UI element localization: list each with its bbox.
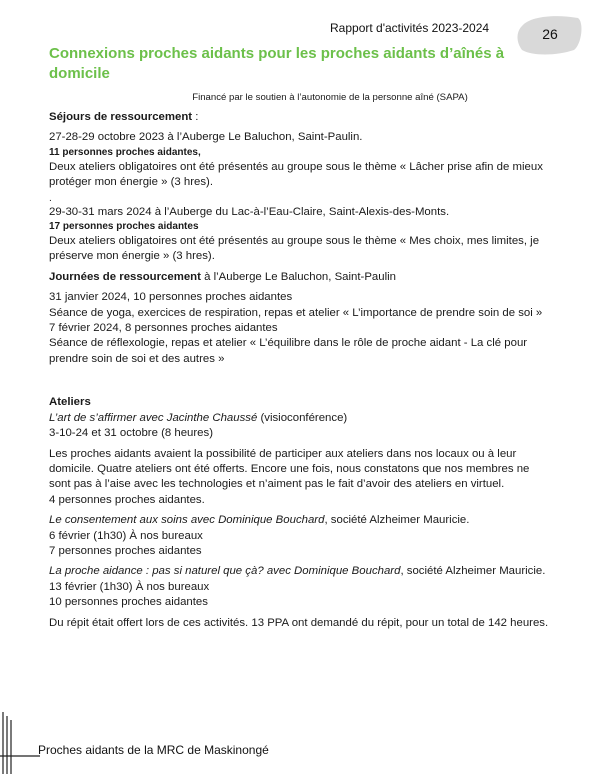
journee-2-date: 7 février 2024, 8 personnes proches aidantes bbox=[49, 322, 278, 335]
atelier-2-count: 7 personnes proches aidantes bbox=[49, 544, 202, 557]
journee-1-date: 31 janvier 2024, 10 personnes proches aidantes bbox=[49, 291, 293, 304]
journees-heading-line bbox=[49, 270, 549, 285]
sejour-1-count: 11 personnes proches aidantes, bbox=[49, 146, 201, 158]
atelier-1-title: L’art de s’affirmer avec Jacinthe Chaussé bbox=[49, 411, 258, 424]
atelier-1-description: Les proches aidants avaient la possibilité de participer aux ateliers dans nos locaux ou à leur domicile. Quatre ateliers ont été offerts. Encore une fois, nous constatons que nos membres ne sont pas à l’aise avec les technologies et n’aiment pas le fait d’avoir des ateliers en virtuel. bbox=[49, 447, 530, 491]
sejours-heading-suffix: : bbox=[192, 111, 199, 123]
atelier-1-dates: 3-10-24 et 31 octobre (8 heures) bbox=[49, 427, 213, 440]
journee-1-description: Séance de yoga, exercices de respiration, repas et atelier « L’importance de prendre soin de soi » bbox=[49, 306, 543, 319]
footer-organization: Proches aidants de la MRC de Maskinongé bbox=[38, 743, 269, 757]
sejour-2-count: 17 personnes proches aidantes bbox=[49, 221, 199, 233]
footer-decoration bbox=[0, 712, 40, 774]
sejour-2-description: Deux ateliers obligatoires ont été présentés au groupe sous le thème « Mes choix, mes limites, je préserve mon énergie » (3 hres). bbox=[49, 235, 540, 263]
atelier-3-title-line bbox=[49, 564, 549, 579]
sejour-2-date: 29-30-31 mars 2024 à l’Auberge du Lac-à-l’Eau-Claire, Saint-Alexis-des-Monts. bbox=[49, 205, 450, 218]
ateliers-heading: Ateliers bbox=[49, 396, 91, 409]
sejours-heading: Séjours de ressourcement bbox=[49, 111, 193, 123]
atelier-1-title-line bbox=[49, 411, 549, 426]
separator-dot: . bbox=[49, 192, 52, 204]
journees-heading-suffix: à l’Auberge Le Baluchon, Saint-Paulin bbox=[200, 270, 396, 283]
journee-2-description: Séance de réflexologie, repas et atelier « L’équilibre dans le rôle de proche aidant - La clé pour prendre soin de soi et des autres » bbox=[49, 337, 528, 365]
sejour-1-description: Deux ateliers obligatoires ont été présentés au groupe sous le thème « Lâcher prise afin de mieux protéger mon énergie » (3 hres). bbox=[49, 160, 543, 189]
atelier-3-count: 10 personnes proches aidantes bbox=[49, 596, 208, 609]
atelier-1-suffix: (visioconférence) bbox=[257, 411, 348, 424]
report-body bbox=[49, 110, 549, 631]
funding-note: Financé par le soutien à l’autonomie de la personne aîné (SAPA) bbox=[192, 92, 468, 103]
report-title: Rapport d'activités 2023-2024 bbox=[330, 21, 490, 35]
atelier-2-date: 6 février (1h30) À nos bureaux bbox=[49, 529, 203, 542]
journees-heading: Journées de ressourcement bbox=[49, 270, 201, 283]
atelier-3-date: 13 février (1h30) À nos bureaux bbox=[49, 580, 210, 593]
respite-conclusion: Du répit était offert lors de ces activités. 13 PPA ont demandé du répit, pour un total de 142 heures. bbox=[49, 616, 549, 629]
atelier-3-title: La proche aidance : pas si naturel que çà? avec Dominique Bouchard bbox=[49, 565, 401, 578]
page-title: Connexions proches aidants pour les proches aidants d’aînés à domicile bbox=[49, 45, 505, 82]
atelier-2-title: Le consentement aux soins avec Dominique Bouchard bbox=[49, 514, 325, 527]
atelier-3-suffix: , société Alzheimer Mauricie. bbox=[400, 565, 546, 578]
sejour-1-date: 27-28-29 octobre 2023 à l’Auberge Le Baluchon, Saint-Paulin. bbox=[49, 131, 363, 144]
page-number: 26 bbox=[542, 26, 558, 42]
atelier-2-suffix: , société Alzheimer Mauricie. bbox=[324, 514, 470, 527]
atelier-1-count: 4 personnes proches aidantes. bbox=[49, 493, 205, 506]
sejours-heading-line bbox=[49, 110, 549, 125]
atelier-2-title-line bbox=[49, 513, 549, 528]
